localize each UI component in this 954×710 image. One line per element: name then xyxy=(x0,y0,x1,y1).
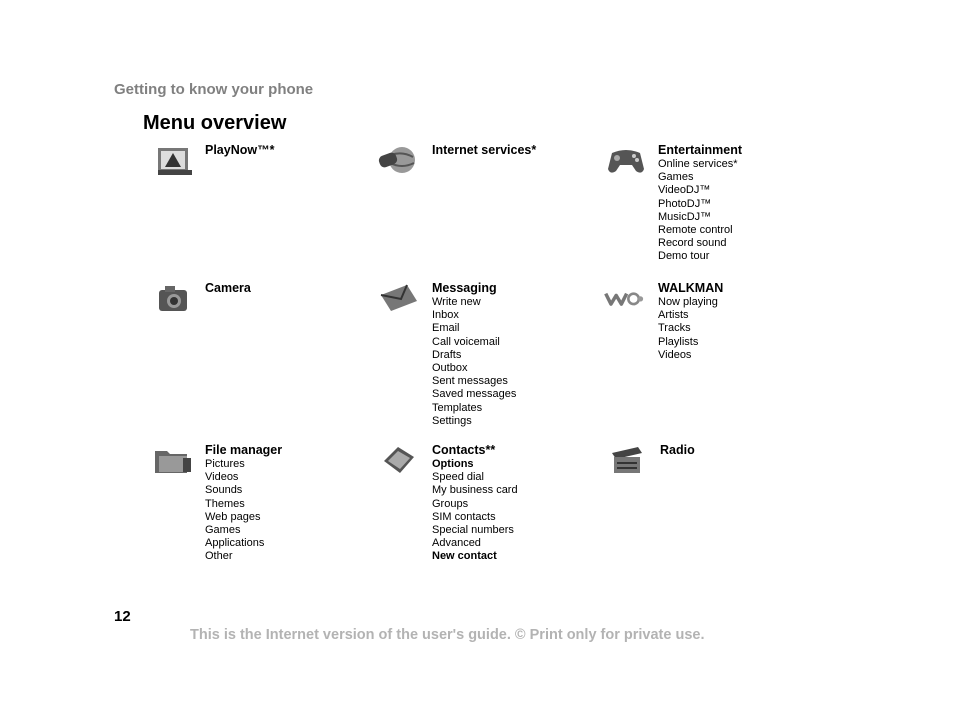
submenu-item: Themes xyxy=(205,497,245,510)
submenu-item: Sounds xyxy=(205,484,243,497)
section-header: Getting to know your phone xyxy=(114,81,314,98)
submenu-item: Groups xyxy=(432,497,469,510)
submenu-item: Record sound xyxy=(658,237,727,250)
submenu-item: PhotoDJ™ xyxy=(658,197,712,210)
menu-label: Internet services* xyxy=(432,143,537,157)
camera-icon xyxy=(155,281,195,315)
submenu-item: Drafts xyxy=(432,348,462,361)
submenu-item: Pictures xyxy=(205,458,245,470)
submenu-item: MusicDJ™ xyxy=(658,210,712,223)
submenu-item: Now playing xyxy=(658,296,718,308)
submenu-item: SIM contacts xyxy=(432,510,496,523)
menu-label: Camera xyxy=(205,281,251,295)
submenu-item: Saved messages xyxy=(432,388,517,401)
submenu-list xyxy=(432,458,518,564)
playnow-icon xyxy=(155,143,195,177)
folder-icon xyxy=(153,443,193,477)
menu-label: File manager xyxy=(205,443,283,457)
gamepad-icon xyxy=(606,143,646,177)
submenu-item: Settings xyxy=(432,414,472,427)
menu-label: Entertainment xyxy=(658,143,743,157)
submenu-item: Email xyxy=(432,322,460,335)
submenu-item: Remote control xyxy=(658,224,733,237)
submenu-item: Tracks xyxy=(658,322,691,335)
submenu-item: My business card xyxy=(432,484,518,497)
globe-icon xyxy=(377,143,417,177)
submenu-item: New contact xyxy=(432,550,497,563)
submenu-item: Options xyxy=(432,458,474,470)
radio-icon xyxy=(608,443,648,477)
walkman-icon xyxy=(604,281,644,315)
submenu-item: Online services* xyxy=(658,158,738,170)
submenu-item: Special numbers xyxy=(432,524,514,537)
submenu-item: Other xyxy=(205,550,233,563)
submenu-item: Write new xyxy=(432,296,481,308)
menu-label: Contacts** xyxy=(432,443,496,457)
submenu-item: Sent messages xyxy=(432,375,508,388)
submenu-item: Demo tour xyxy=(658,250,710,263)
submenu-item: Web pages xyxy=(205,510,261,523)
submenu-list xyxy=(658,296,718,362)
submenu-item: Videos xyxy=(658,348,692,361)
envelope-icon xyxy=(379,281,419,315)
submenu-item: Advanced xyxy=(432,537,481,550)
menu-label: WALKMAN xyxy=(658,281,724,295)
submenu-item: VideoDJ™ xyxy=(658,184,711,197)
page-number: 12 xyxy=(114,608,131,625)
submenu-list xyxy=(658,158,737,264)
submenu-item: Inbox xyxy=(432,309,459,322)
submenu-item: Speed dial xyxy=(432,471,484,484)
menu-label: Radio xyxy=(660,443,695,457)
menu-label: Messaging xyxy=(432,281,497,295)
submenu-item: Games xyxy=(205,524,241,537)
page-title: Menu overview xyxy=(143,112,287,134)
submenu-item: Applications xyxy=(205,537,265,550)
submenu-item: Videos xyxy=(205,471,239,484)
submenu-item: Templates xyxy=(432,401,483,414)
submenu-item: Games xyxy=(658,171,694,184)
menu-label: PlayNow™* xyxy=(205,143,275,157)
contacts-book-icon xyxy=(380,443,420,477)
submenu-item: Artists xyxy=(658,309,689,322)
submenu-list xyxy=(205,458,264,564)
submenu-item: Outbox xyxy=(432,362,468,375)
footer-notice: This is the Internet version of the user's guide. © Print only for private use. xyxy=(190,627,705,643)
submenu-item: Playlists xyxy=(658,335,699,348)
submenu-list xyxy=(432,296,516,428)
submenu-item: Call voicemail xyxy=(432,335,500,348)
